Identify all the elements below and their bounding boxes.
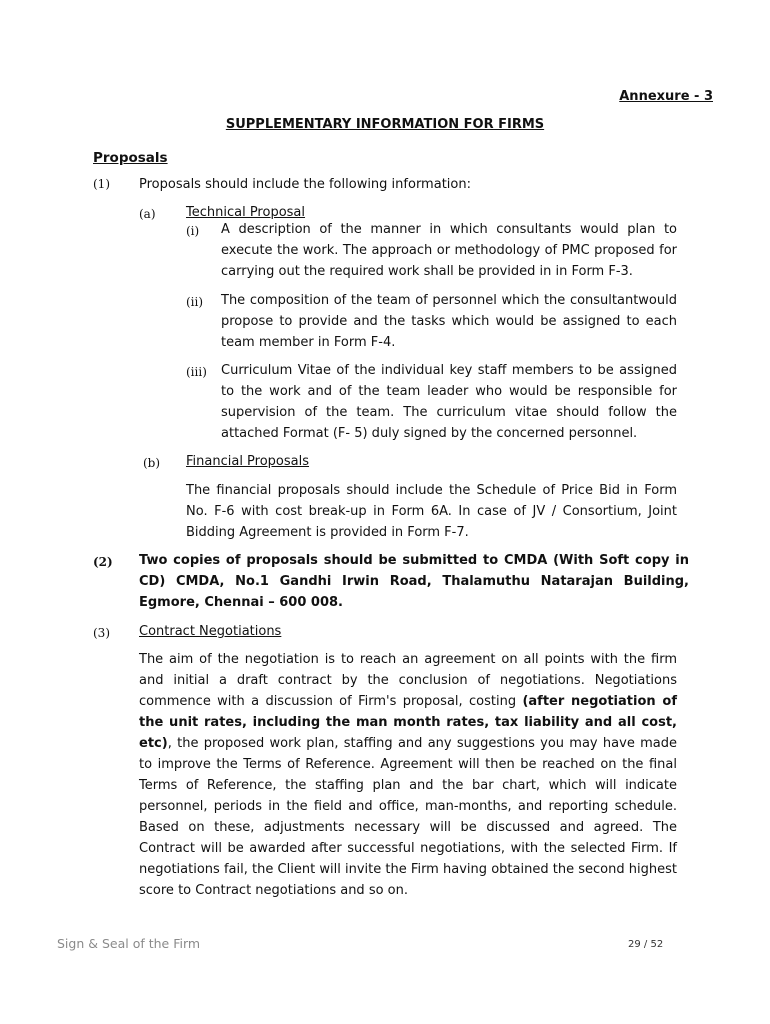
financial-proposals-heading: Financial Proposals: [186, 454, 310, 469]
item-1a-ii-label: (ii): [186, 295, 204, 309]
section-heading: Proposals: [93, 150, 168, 166]
negotiations-text-part2: , the proposed work plan, staffing and any suggestions you may have made to improve the Terms of Reference. Agreement will then be reached on the final Terms of Reference, the staffing plan and the bar chart, which will indicate personnel, periods in the field and office, man-months, and reporting schedule. Based on these, adjustments necessary will be discussed and agreed. The Contract will be awarded after successful negotiations, with the selected Firm. If negotiations fail, the Client will invite the Firm having obtained the second highest score to Contract negotiations and so on.: [139, 736, 677, 898]
item-1a-i-text: A description of the manner in which consultants would plan to execute the work. The approach or methodology of PMC proposed for carrying out the required work shall be provided in in Form F-3.: [221, 222, 677, 279]
page-number: 29 / 52: [628, 939, 664, 950]
negotiations-text-bold: (after negotiation of the unit rates, including the man month rates, tax liability and all cost, etc): [139, 694, 677, 751]
contract-negotiations-text: [139, 649, 677, 901]
item-2-number: (2): [93, 555, 113, 569]
annexure-label: Annexure - 3: [619, 89, 713, 104]
item-1a-label: (a): [139, 207, 156, 221]
item-1a-i-label: (i): [186, 224, 200, 238]
financial-proposals-text: The financial proposals should include the Schedule of Price Bid in Form No. F-6 with cost break-up in Form 6A. In case of JV / Consortium, Joint Bidding Agreement is provided in Form F-7.: [186, 483, 677, 540]
contract-negotiations-heading: Contract Negotiations: [139, 624, 282, 639]
footer-sign-seal: Sign & Seal of the Firm: [57, 936, 201, 951]
item-1-text: Proposals should include the following information:: [139, 177, 471, 192]
item-2-text: Two copies of proposals should be submitted to CMDA (With Soft copy in CD) CMDA, No.1 Gandhi Irwin Road, Thalamuthu Natarajan Building, Egmore, Chennai – 600 008.: [139, 553, 689, 610]
item-1a-iii-text: Curriculum Vitae of the individual key staff members to be assigned to the work and of the team leader who would be responsible for supervision of the team. The curriculum vitae should follow the attached Format (F- 5) duly signed by the concerned personnel.: [221, 363, 677, 441]
item-1b-label: (b): [143, 456, 161, 470]
negotiations-text-part1: The aim of the negotiation is to reach an agreement on all points with the firm and initial a draft contract by the conclusion of negotiations. Negotiations commence with a discussion of Firm's proposal, costing: [139, 652, 677, 709]
page-title: SUPPLEMENTARY INFORMATION FOR FIRMS: [225, 117, 545, 132]
item-3-number: (3): [93, 626, 110, 640]
technical-proposal-heading: Technical Proposal: [186, 205, 306, 220]
item-1-number: (1): [93, 177, 110, 191]
item-1a-iii-label: (iii): [186, 365, 207, 379]
item-1a-ii-text: The composition of the team of personnel which the consultantwould propose to provide and the tasks which would be assigned to each team member in Form F-4.: [221, 293, 677, 350]
